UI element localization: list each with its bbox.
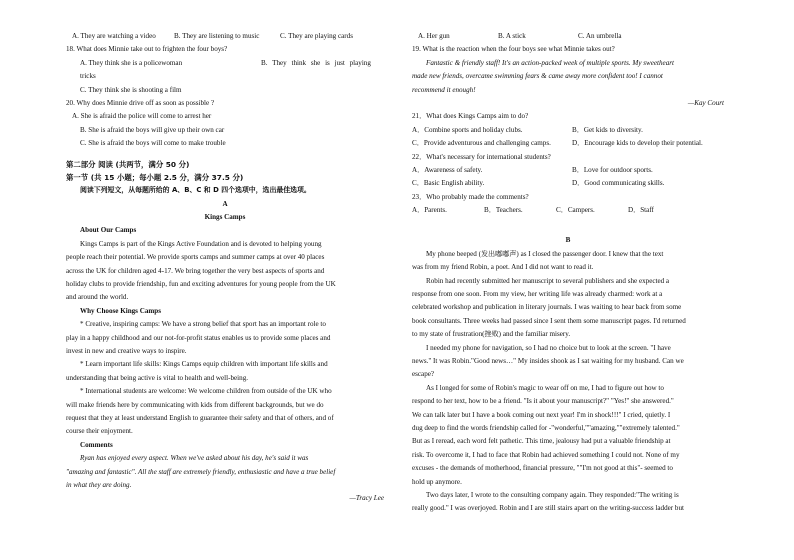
comment-author: —Tracy Lee bbox=[349, 494, 384, 503]
about-line: holiday clubs to provide friendship, fun and exciting adventures for young people from the UK bbox=[66, 280, 336, 289]
q21-options-ab bbox=[412, 124, 724, 137]
q18-cont-options bbox=[412, 30, 724, 43]
q23-options bbox=[412, 204, 724, 217]
q18-options-ab bbox=[66, 57, 384, 70]
quote-line: recommend it enough! bbox=[412, 85, 476, 94]
why-line: * Creative, inspiring camps: We have a strong belief that sport has an important role to bbox=[80, 320, 326, 329]
q18-stem: 18. What does Minnie take out to frighten the four boys? bbox=[66, 45, 228, 54]
passage-a-title: Kings Camps bbox=[204, 213, 246, 222]
q20-option-a: A. She is afraid the police will come to arrest her bbox=[72, 112, 212, 121]
q18-option-a: A. They think she is a policewoman bbox=[80, 58, 183, 67]
why-line: request that they at least understand English to guarantee their safety and that of others, and of bbox=[66, 413, 334, 422]
why-line: course their enjoyment. bbox=[66, 427, 133, 436]
passage-b-line: escape? bbox=[412, 370, 435, 379]
why-line: will make friends here by communicating with kids from different backgrounds, but we do bbox=[66, 400, 324, 409]
about-line: people reach their potential. We provide sports camps and summer camps at over 40 places bbox=[66, 253, 325, 262]
passage-b-line: to my state of frustration(挫败) and the familiar misery. bbox=[412, 330, 571, 339]
passage-b-line: excuses - the demands of motherhood, financial pressure, ""I'm not good at this"- seemed to bbox=[412, 464, 673, 473]
passage-b-line: response from one soon. From my view, her writing life was already charmed: work at a bbox=[412, 290, 663, 299]
about-heading: About Our Camps bbox=[80, 226, 137, 235]
left-column bbox=[66, 30, 384, 506]
section-one-heading: 第一节 (共 15 小题；每小题 2.5 分，满分 37.5 分) bbox=[66, 172, 244, 182]
why-line: play in a happy childhood and our not-for-profit status enables us to provide some places and bbox=[66, 333, 331, 342]
q17-option-a: A. They are watching a video bbox=[72, 32, 156, 40]
q21-options-cd bbox=[412, 137, 724, 150]
comment-line: in what they are doing. bbox=[66, 480, 132, 489]
q18-option-b: B. They think she is just playing bbox=[261, 58, 371, 67]
passage-b-line: I needed my phone for navigation, so I had no choice but to look at the screen. "I have bbox=[426, 343, 671, 352]
q20-stem: 20. Why does Minnie drive off as soon as possible ? bbox=[66, 98, 215, 107]
passage-b-line: dug deep to find the words friendship called for -"wonderful,""amazing,""extremely talented." bbox=[412, 423, 680, 432]
q22-options-ab bbox=[412, 164, 724, 177]
q23-stem: 23．Who probably made the comments? bbox=[412, 192, 529, 201]
q21-stem: 21．What does Kings Camps aim to do? bbox=[412, 112, 529, 121]
q20-option-b: B. She is afraid the boys will give up their own car bbox=[80, 125, 225, 134]
q17-options bbox=[66, 30, 384, 43]
q20-option-c: C. She is afraid the boys will come to make trouble bbox=[80, 139, 226, 148]
right-column bbox=[412, 30, 724, 516]
passage-b-line: book consultants. Three weeks had passed since I sent them some manuscript pages. I'd returned bbox=[412, 316, 686, 325]
why-line: understanding that being active is vital to health and well-being. bbox=[66, 373, 249, 382]
passage-b-line: was from my friend Robin, a poet. And I did not want to read it. bbox=[412, 263, 594, 272]
passage-b-line: But as I reread, each word felt pathetic. This time, jealousy had put a valuable friendship at bbox=[412, 437, 671, 446]
q22-option-c: C．Basic English ability. bbox=[412, 179, 485, 188]
q21-option-a: A．Combine sports and holiday clubs. bbox=[412, 125, 523, 134]
passage-b-line: My phone beeped (发出嘟嘟声) as I closed the passenger door. I knew that the text bbox=[426, 249, 664, 258]
passage-b-line: respond to her text, how to be a friend. "Is it about your manuscript?" "Yes!" she answered." bbox=[412, 397, 674, 406]
why-line: * International students are welcome: We welcome children from outside of the UK who bbox=[80, 387, 332, 396]
q22-option-a: A．Awareness of safety. bbox=[412, 165, 483, 174]
quote-author: —Kay Court bbox=[687, 98, 724, 107]
passage-b-line: Robin had recently submitted her manuscript to several publishers and she expected a bbox=[426, 276, 670, 285]
q23-option-c: C．Campers. bbox=[556, 206, 595, 215]
passage-b-line: celebrated workshop and publication in literary journals. I was waiting to hear back from some bbox=[412, 303, 682, 312]
passage-b-line: We can talk later but I have a book coming out next year! I'm in shock!!!" I cried, quietly. I bbox=[412, 410, 671, 419]
passage-a-letter: A bbox=[222, 199, 228, 208]
q23-option-a: A．Parents. bbox=[412, 206, 447, 215]
part-two-heading: 第二部分 阅读 (共两节，满分 50 分) bbox=[66, 159, 190, 169]
passage-b-line: hold up anymore. bbox=[412, 477, 462, 486]
q23-option-b: B．Teachers. bbox=[484, 206, 523, 215]
q22-option-b: B．Love for outdoor sports. bbox=[572, 165, 653, 174]
q17-option-c: C. They are playing cards bbox=[280, 32, 353, 40]
quote-line: Fantastic & friendly staff! It's an action-packed week of multiple sports. My sweetheart bbox=[426, 58, 674, 67]
passage-b-line: news." It was Robin."Good news…" My insides shook as I sat waiting for my husband. Can we bbox=[412, 356, 684, 365]
q18-option-b-cont: tricks bbox=[80, 72, 96, 81]
q21-option-d: D．Encourage kids to develop their potential. bbox=[572, 139, 703, 148]
quote-line: made new friends, overcame swimming fears & came away more confident too! I cannot bbox=[412, 72, 663, 81]
option-stick: B. A stick bbox=[498, 32, 526, 40]
q22-stem: 22．What's necessary for international students? bbox=[412, 152, 551, 161]
q17-option-b: B. They are listening to music bbox=[174, 32, 260, 40]
about-line: across the UK for children aged 4-17. We bring together the very best aspects of sports and bbox=[66, 266, 325, 275]
passage-b-line: As I longed for some of Robin's magic to wear off on me, I had to figure out how to bbox=[426, 383, 664, 392]
about-line: and around the world. bbox=[66, 293, 129, 302]
passage-b-letter: B bbox=[565, 236, 571, 245]
comment-line: Ryan has enjoyed every aspect. When we've asked about his day, he's said it was bbox=[80, 454, 309, 463]
about-line: Kings Camps is part of the Kings Active Foundation and is devoted to helping young bbox=[80, 239, 322, 248]
option-umbrella: C. An umbrella bbox=[578, 32, 622, 40]
comments-heading: Comments bbox=[80, 440, 113, 449]
passage-b-line: Two days later, I wrote to the consulting company again. They responded:"The writing is bbox=[426, 490, 679, 499]
passage-b-line: risk. To overcome it, I had to face that Robin had achieved something I could not. None of my bbox=[412, 450, 680, 459]
passage-b-line: really good." I was overjoyed. Robin and I are still stairs apart on the writing-success ladder but bbox=[412, 504, 684, 513]
q19-stem: 19. What is the reaction when the four boys see what Minnie takes out? bbox=[412, 45, 615, 54]
why-line: invest in new and creative ways to inspire. bbox=[66, 346, 187, 355]
q23-option-d: D．Staff bbox=[628, 206, 654, 215]
q21-option-c: C．Provide adventurous and challenging camps. bbox=[412, 139, 551, 148]
why-line: * Learn important life skills: Kings Camps equip children with important life skills and bbox=[80, 360, 328, 369]
comment-line: "amazing and fantastic". All the staff are extremely friendly, enthusiastic and have a true belief bbox=[66, 467, 336, 476]
q21-option-b: B．Get kids to diversity. bbox=[572, 125, 643, 134]
q22-option-d: D．Good communicating skills. bbox=[572, 179, 665, 188]
reading-instructions: 阅读下列短文，从每题所给的 A、B、C 和 D 四个选项中，选出最佳选项。 bbox=[80, 186, 311, 195]
q18-option-c: C. They think she is shooting a film bbox=[80, 85, 182, 94]
option-gun: A. Her gun bbox=[418, 32, 450, 40]
why-heading: Why Choose Kings Camps bbox=[80, 306, 162, 315]
q22-options-cd bbox=[412, 177, 724, 190]
